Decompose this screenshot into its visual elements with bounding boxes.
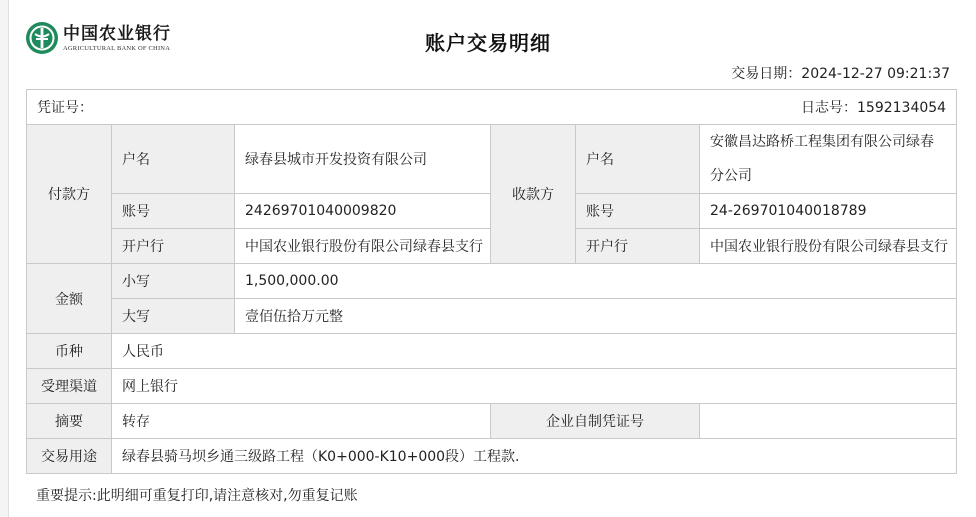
purpose-row — [27, 439, 957, 474]
log-label: 日志号： — [801, 100, 857, 116]
amount-upper-value: 壹佰伍拾万元整 — [235, 299, 957, 334]
currency-label: 币种 — [27, 334, 112, 369]
voucher-row — [27, 90, 957, 125]
amount-upper-label: 大写 — [112, 299, 235, 334]
self-voucher-value — [700, 404, 957, 439]
name-row — [27, 125, 957, 194]
payee-name-value: 安徽昌达路桥工程集团有限公司绿春分公司 — [700, 125, 957, 194]
currency-value: 人民币 — [112, 334, 957, 369]
payee-account-label: 账号 — [576, 194, 700, 229]
channel-label: 受理渠道 — [27, 369, 112, 404]
amount-lower-row — [27, 264, 957, 299]
channel-value: 网上银行 — [112, 369, 957, 404]
summary-value: 转存 — [112, 404, 491, 439]
amount-lower-label: 小写 — [112, 264, 235, 299]
important-notice: 重要提示:此明细可重复打印,请注意核对,勿重复记账 — [36, 488, 358, 504]
payee-bank-value: 中国农业银行股份有限公司绿春县支行 — [700, 229, 957, 264]
self-voucher-label: 企业自制凭证号 — [491, 404, 700, 439]
trade-date-value: 2024-12-27 09:21:37 — [801, 66, 950, 82]
voucher-number — [37, 97, 93, 117]
summary-label: 摘要 — [27, 404, 112, 439]
detail-table — [26, 89, 957, 474]
background-window-edge — [0, 0, 9, 517]
channel-row — [27, 369, 957, 404]
payer-section-label: 付款方 — [27, 125, 112, 264]
amount-upper-row — [27, 299, 957, 334]
summary-row — [27, 404, 957, 439]
payer-bank-label: 开户行 — [112, 229, 235, 264]
amount-lower-value: 1,500,000.00 — [235, 264, 957, 299]
trade-date-label: 交易日期： — [731, 66, 802, 82]
purpose-label: 交易用途 — [27, 439, 112, 474]
payee-name-label: 户名 — [576, 125, 700, 194]
payer-account-label: 账号 — [112, 194, 235, 229]
payer-name-value: 绿春县城市开发投资有限公司 — [235, 125, 491, 194]
payer-account-value: 24269701040009820 — [235, 194, 491, 229]
payer-name-label: 户名 — [112, 125, 235, 194]
bank-name-cn: 中国农业银行 — [63, 23, 171, 44]
purpose-value: 绿春县骑马坝乡通三级路工程（K0+000-K10+000段）工程款. — [112, 439, 957, 474]
page-title: 账户交易明细 — [425, 31, 551, 55]
payer-bank-value: 中国农业银行股份有限公司绿春县支行 — [235, 229, 491, 264]
payee-bank-label: 开户行 — [576, 229, 700, 264]
payee-section-label: 收款方 — [491, 125, 576, 264]
currency-row — [27, 334, 957, 369]
log-number — [801, 97, 946, 117]
amount-section-label: 金额 — [27, 264, 112, 334]
trade-date — [731, 63, 950, 83]
voucher-label: 凭证号： — [37, 100, 93, 116]
payee-account-value: 24-269701040018789 — [700, 194, 957, 229]
log-value: 1592134054 — [857, 100, 947, 116]
bank-name-en: AGRICULTURAL BANK OF CHINA — [63, 44, 171, 52]
